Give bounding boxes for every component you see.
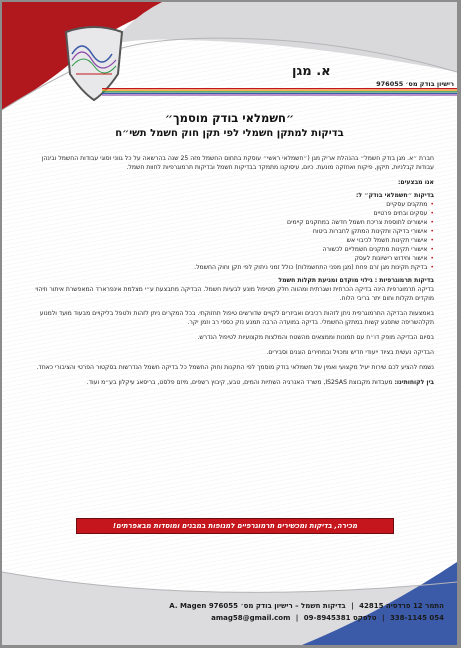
services-subheading: בדיקות ״חשמלאי בודק״ ל: (356, 192, 434, 199)
clients-label: בין לקוחותינו: (394, 379, 434, 386)
footer-line-1: התמר 12 פרדסיה 42815 | בדיקות חשמל – רישיון בודק מס׳ 976055 A. Magen (169, 602, 444, 610)
page-title: ״חשמלאי בודק מוסמך״ (164, 111, 295, 125)
thermo-paragraph-1: בדיקה תרמוגרפית הינה בדיקה הכרחית ושגרתית ומהווה חלק מטיפול מונע לבעיות חשמל. הבדיקה מתבצעת ע״י מצלמת אינפרארד המאפשרת איתור וזיהוי מוקדים תקלות וחום יתר בריבי הלוח. (35, 286, 434, 302)
list-item: •אישורים לתוספת צריכת חשמל חדשה במתקנים קיימים (287, 219, 434, 226)
main-content (26, 154, 434, 393)
license-number: רישיון בודק מס׳ 976055 (376, 80, 454, 88)
bullet-icon: • (430, 201, 434, 208)
services-list (26, 200, 434, 272)
promo-banner: מכירה, בדיקות ומכשירים תרמוגרפיים למגופות במבנים ומוסדות מבאפרתים! (76, 518, 394, 534)
list-item: •בדיקת תקינות מגן זרם פחת (מגן מפני התחשמלות) כולל זמני ניתוק לפי תקן וחוק החשמל. (194, 264, 434, 271)
bullet-icon: • (430, 255, 434, 262)
footer-phone-2: טלפקס 09-8945381 (303, 614, 377, 622)
clients-paragraph (26, 378, 434, 387)
list-item: •אישורי בדיקה ותקינות המתקן לחברות ביטוח (312, 228, 434, 235)
color-stripes (102, 88, 457, 96)
closing-paragraph: נשמח להציע לכם שירות יעיל מקצועי ואמין של חשמלאי בודק מוסמך לפי התקנות וחוק החשמל כל בדיקה חשמל הנדרשות בסקטור הפרטי והציבורי כאחד. (36, 364, 434, 371)
list-item: •עסקים ובתים פרטיים (373, 210, 434, 217)
clients-text: מעבדות מקבוצת IS2SAS, משרד האנרגיה השתיות והמים, טבע, קיבוץ רשפים, מיזם פלסט, בריסאג עיקלון בע״מ ועוד. (86, 379, 393, 386)
thermo-paragraph-4: הבדיקה נעשית בציוד ייעודי חדיש ומכויל ובמחירים הוגנים וסבירים. (266, 349, 434, 356)
bullet-icon: • (430, 264, 434, 271)
document-page (2, 2, 457, 645)
bullet-icon: • (430, 228, 434, 235)
footer-line-2: 054 338-1145 | טלפקס 09-8945381 | amag58@gmail.com (211, 614, 444, 622)
footer-email[interactable]: amag58@gmail.com (211, 614, 291, 622)
list-item: •אישורי תקינות מתקנים חשמליים לכשורה (322, 246, 434, 253)
list-item: •אישורי תקינות חשמל לכיבוי אש (346, 237, 434, 244)
bullet-icon: • (430, 246, 434, 253)
bullet-icon: • (430, 237, 434, 244)
services-heading: אנו מבצעים: (397, 179, 434, 186)
footer-address: התמר 12 פרדסיה 42815 (359, 602, 444, 610)
thermo-paragraph-3: בסיום הבדיקה מופק דו״ח עם תמונות וממצאים מהשטח והמלצות מקצועיות לטיפול הנדרש. (197, 334, 434, 341)
thermo-paragraph-2: באמצעות הבדיקה התרמוגרפית ניתן לזהות רכיבים ואביזרים לקויים שדורשים טיפול תחזוקתי. בכל המקרים ניתן לזהות ולטפל בליקויים מבעוד מועד ולמנוע תקלהשריפה שתפגע קשות במתקן החשמלי. בדיקה במועדה הרבה תמנע נזק כספי רב וזמן יקר. (39, 310, 434, 326)
footer-company: בדיקות חשמל – רישיון בודק מס׳ 976055 (208, 602, 346, 610)
list-item: •מתקנים עסקיים (386, 201, 434, 208)
bullet-icon: • (430, 219, 434, 226)
list-item: •אישור וחידוש רישיונות לעסק (354, 255, 434, 262)
intro-paragraph: חברת ״א. מגן בודק חשמל״ בהנהלת אריק מגן (״חשמלאי ראשי״ עוסקת בתחום החשמל מזה 25 שנה בהרשאה על כל גווני וסוגי עבודות החשמל ובינהן עבודות קבלניות, תיקון, פיקוח ואחזקה מונעת. כיום, עיסוקנו מתמקד בבדיקות חשמל ובדיקות תרמוגרפיות לחוות חשמל. (41, 155, 434, 171)
footer-phone-1: 054 338-1145 (389, 614, 444, 622)
page-subtitle: בדיקות למתקן חשמלי לפי תקן חוק חשמל תשי״ח (115, 128, 344, 139)
thermo-heading: בדיקות תרמוגרפיות : גילוי מוקדם ומניעת תקלות חשמל (278, 277, 434, 284)
footer-name: A. Magen (169, 602, 207, 610)
brand-name: א. מגן (292, 64, 331, 79)
bullet-icon: • (430, 210, 434, 217)
